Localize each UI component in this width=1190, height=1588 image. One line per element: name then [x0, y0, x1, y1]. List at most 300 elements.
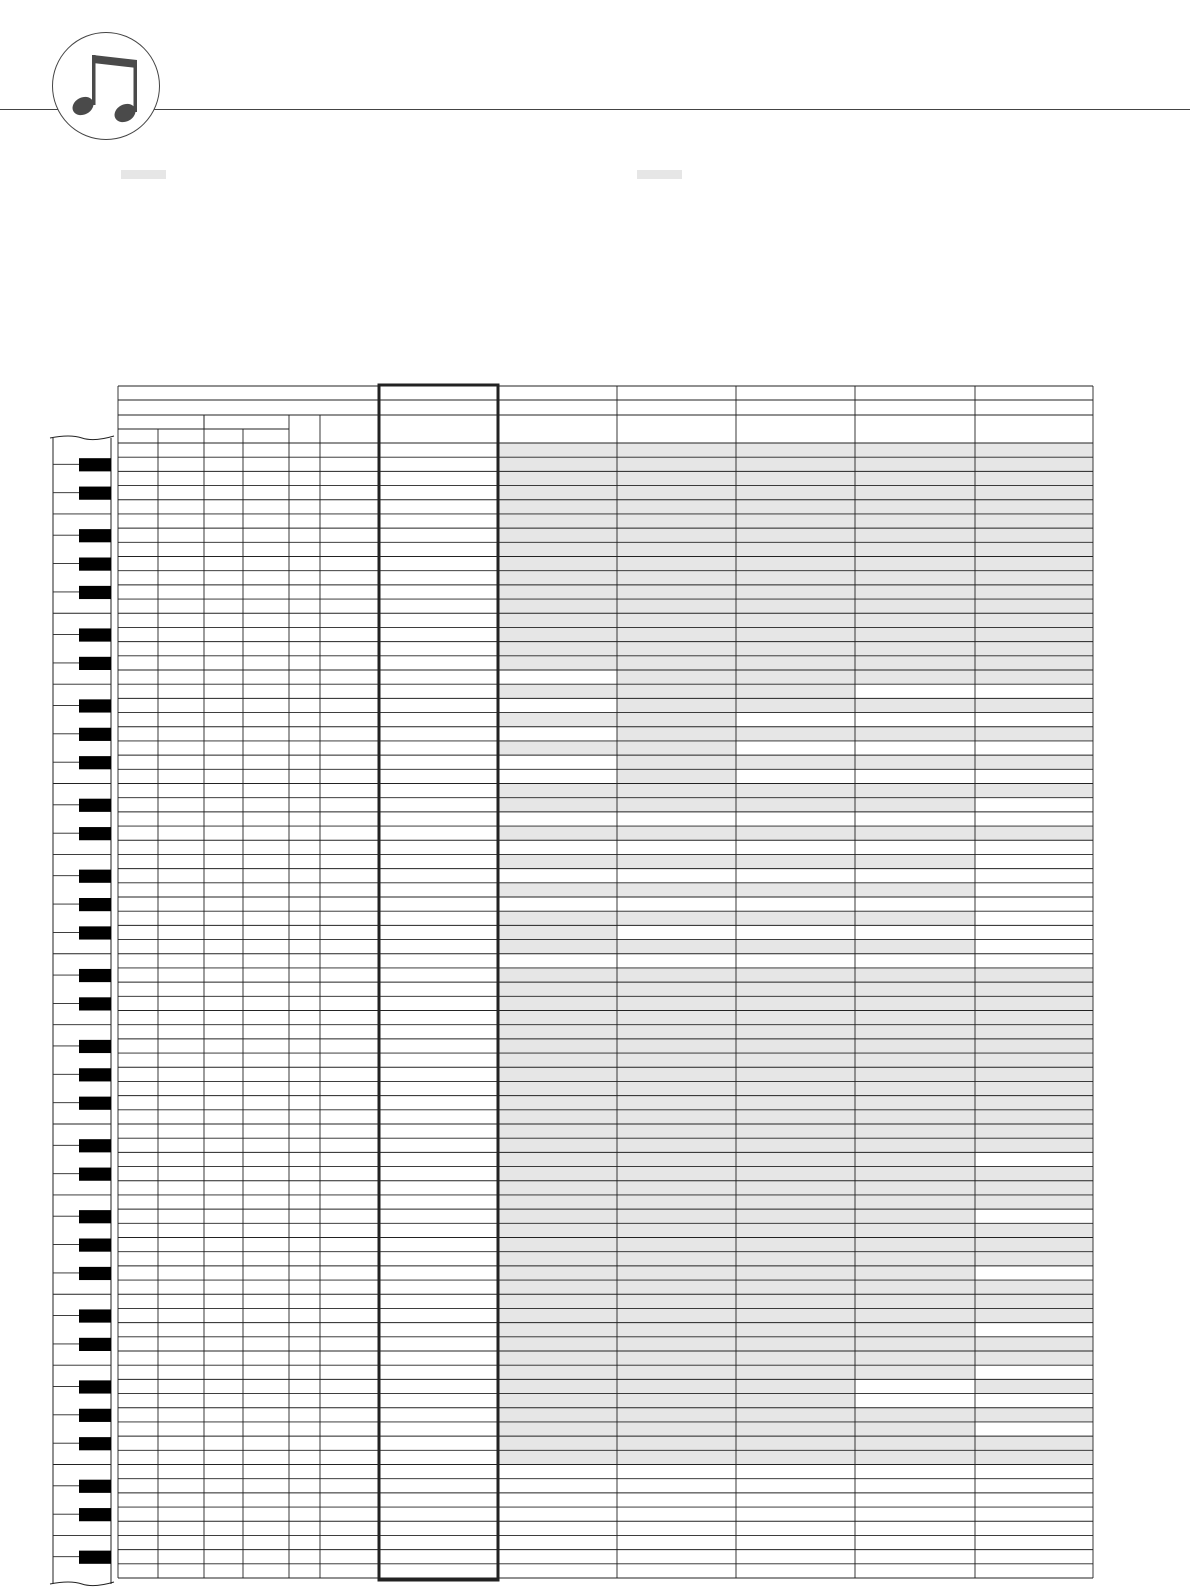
shaded-cell: [975, 1110, 1093, 1124]
shaded-cell: [975, 670, 1093, 684]
shaded-cell: [617, 1053, 736, 1067]
shaded-cell: [975, 755, 1093, 769]
shaded-cell: [975, 443, 1093, 457]
shaded-cell: [855, 1337, 975, 1351]
shaded-cell: [617, 1294, 736, 1308]
shaded-cell: [855, 571, 975, 585]
shaded-cell: [975, 1252, 1093, 1266]
shaded-cell: [617, 1138, 736, 1152]
shaded-cell: [498, 1266, 617, 1280]
shaded-cell: [498, 1081, 617, 1095]
shaded-cell: [855, 1223, 975, 1237]
shaded-cell: [736, 1238, 855, 1252]
shaded-cell: [736, 1294, 855, 1308]
shaded-cell: [975, 698, 1093, 712]
shaded-cell: [498, 1124, 617, 1138]
shaded-cell: [617, 1450, 736, 1464]
shaded-cell: [736, 542, 855, 556]
shaded-cell: [855, 500, 975, 514]
shaded-cell: [855, 1351, 975, 1365]
shaded-cell: [855, 1280, 975, 1294]
shaded-cell: [855, 1436, 975, 1450]
shaded-cell: [498, 486, 617, 500]
shaded-cell: [736, 1053, 855, 1067]
shaded-cell: [975, 514, 1093, 528]
shaded-cell: [498, 1025, 617, 1039]
shaded-cell: [498, 1365, 617, 1379]
shaded-cell: [617, 642, 736, 656]
shaded-cell: [617, 500, 736, 514]
shaded-cell: [855, 1294, 975, 1308]
shaded-cell: [855, 1039, 975, 1053]
shaded-cell: [498, 826, 617, 840]
shaded-cell: [498, 925, 617, 939]
shaded-cell: [975, 1280, 1093, 1294]
shaded-cell: [855, 613, 975, 627]
shaded-cell: [498, 1167, 617, 1181]
shaded-cell: [736, 1266, 855, 1280]
shaded-cell: [498, 1337, 617, 1351]
shaded-cell: [498, 1408, 617, 1422]
shaded-cell: [617, 1252, 736, 1266]
shaded-cell: [855, 996, 975, 1010]
shaded-cell: [498, 1209, 617, 1223]
shaded-cell: [975, 1436, 1093, 1450]
shaded-cell: [617, 1337, 736, 1351]
shaded-cell: [498, 1450, 617, 1464]
shaded-cell: [617, 854, 736, 868]
shaded-cell: [975, 1308, 1093, 1322]
shaded-cell: [498, 656, 617, 670]
shaded-cell: [498, 784, 617, 798]
shaded-cell: [736, 1110, 855, 1124]
shaded-cell: [736, 1308, 855, 1322]
shaded-cell: [736, 1436, 855, 1450]
shaded-cell: [975, 1181, 1093, 1195]
shaded-cell: [736, 514, 855, 528]
shaded-cell: [617, 1223, 736, 1237]
shaded-cell: [855, 1181, 975, 1195]
shaded-cell: [736, 798, 855, 812]
shaded-cell: [855, 1266, 975, 1280]
shaded-cell: [617, 798, 736, 812]
shaded-cell: [617, 486, 736, 500]
shaded-cell: [498, 599, 617, 613]
shaded-cell: [736, 1039, 855, 1053]
shaded-cell: [498, 528, 617, 542]
shaded-cell: [975, 585, 1093, 599]
shaded-cell: [975, 1223, 1093, 1237]
shaded-cell: [498, 542, 617, 556]
shaded-cell: [736, 486, 855, 500]
shaded-cell: [736, 727, 855, 741]
shaded-cell: [498, 571, 617, 585]
shaded-cell: [736, 1124, 855, 1138]
shaded-cell: [736, 1011, 855, 1025]
shaded-cell: [617, 585, 736, 599]
shaded-cell: [736, 500, 855, 514]
shaded-cell: [855, 1308, 975, 1322]
shaded-cell: [975, 471, 1093, 485]
shaded-cell: [498, 1379, 617, 1393]
shaded-cell: [855, 1025, 975, 1039]
shaded-cell: [498, 585, 617, 599]
shaded-cell: [736, 599, 855, 613]
shaded-cell: [736, 1337, 855, 1351]
shaded-cell: [855, 585, 975, 599]
shaded-cell: [736, 471, 855, 485]
shaded-cell: [498, 1152, 617, 1166]
shaded-cell: [736, 457, 855, 471]
shaded-cell: [617, 1266, 736, 1280]
shaded-cell: [498, 1394, 617, 1408]
shaded-cell: [617, 1238, 736, 1252]
shaded-cell: [736, 557, 855, 571]
shaded-cell: [855, 1209, 975, 1223]
shaded-cell: [855, 1110, 975, 1124]
shaded-cell: [975, 1238, 1093, 1252]
shaded-cell: [498, 1308, 617, 1322]
shaded-cell: [617, 883, 736, 897]
shaded-cell: [498, 1195, 617, 1209]
shaded-cell: [975, 1351, 1093, 1365]
shaded-cell: [617, 996, 736, 1010]
shaded-cell: [617, 557, 736, 571]
shaded-cell: [617, 968, 736, 982]
shaded-cell: [617, 1025, 736, 1039]
shaded-cell: [498, 1039, 617, 1053]
shaded-cell: [736, 1081, 855, 1095]
shaded-cell: [736, 1152, 855, 1166]
shaded-cell: [617, 784, 736, 798]
shaded-cell: [617, 727, 736, 741]
shaded-cell: [855, 1422, 975, 1436]
shaded-cell: [498, 1294, 617, 1308]
shaded-cell: [498, 471, 617, 485]
shaded-cell: [617, 670, 736, 684]
shaded-cell: [498, 557, 617, 571]
shaded-cell: [617, 599, 736, 613]
shaded-cell: [975, 542, 1093, 556]
shaded-cell: [736, 627, 855, 641]
shaded-cell: [855, 1252, 975, 1266]
shaded-cell: [617, 1181, 736, 1195]
shaded-cell: [498, 443, 617, 457]
shaded-cell: [855, 1081, 975, 1095]
shaded-cell: [975, 1195, 1093, 1209]
shaded-cell: [855, 443, 975, 457]
shaded-cell: [498, 798, 617, 812]
shaded-cell: [855, 471, 975, 485]
shaded-cell: [498, 1351, 617, 1365]
shaded-cell: [975, 457, 1093, 471]
shaded-cell: [855, 656, 975, 670]
shaded-cell: [975, 1124, 1093, 1138]
shaded-cell: [975, 982, 1093, 996]
shaded-cell: [975, 500, 1093, 514]
shaded-cell: [498, 1422, 617, 1436]
shaded-cell: [855, 784, 975, 798]
shaded-cell: [736, 585, 855, 599]
shaded-cell: [736, 982, 855, 996]
shaded-cell: [736, 443, 855, 457]
shaded-cell: [855, 1167, 975, 1181]
shaded-cell: [736, 684, 855, 698]
shaded-cell: [617, 940, 736, 954]
shaded-cell: [498, 627, 617, 641]
shaded-cell: [617, 1195, 736, 1209]
shaded-cell: [855, 968, 975, 982]
shaded-cell: [975, 656, 1093, 670]
shaded-cell: [855, 798, 975, 812]
shaded-cell: [975, 627, 1093, 641]
shaded-cell: [617, 471, 736, 485]
shaded-cell: [855, 911, 975, 925]
shaded-cell: [498, 1280, 617, 1294]
shaded-cell: [617, 1067, 736, 1081]
shaded-cell: [855, 1138, 975, 1152]
shaded-cell: [736, 1025, 855, 1039]
shaded-cell: [498, 514, 617, 528]
shaded-cell: [736, 1167, 855, 1181]
shaded-cell: [855, 642, 975, 656]
shaded-cell: [617, 911, 736, 925]
shaded-cell: [498, 741, 617, 755]
shaded-cell: [617, 713, 736, 727]
shaded-cell: [617, 755, 736, 769]
shaded-cell: [855, 1152, 975, 1166]
shaded-cell: [498, 1096, 617, 1110]
shaded-cell: [617, 1124, 736, 1138]
shaded-cell: [736, 1450, 855, 1464]
shaded-cell: [736, 1209, 855, 1223]
shaded-cell: [736, 1280, 855, 1294]
shaded-cell: [498, 1223, 617, 1237]
shaded-cell: [617, 1152, 736, 1166]
shaded-cell: [855, 1408, 975, 1422]
shaded-cell: [498, 613, 617, 627]
shaded-cell: [975, 571, 1093, 585]
shaded-cell: [498, 642, 617, 656]
shaded-cell: [736, 1365, 855, 1379]
shaded-cell: [975, 1039, 1093, 1053]
shaded-cell: [975, 599, 1093, 613]
shaded-cell: [617, 1394, 736, 1408]
shaded-cell: [855, 1053, 975, 1067]
shaded-cell: [498, 940, 617, 954]
shaded-cell: [736, 968, 855, 982]
shaded-cell: [855, 528, 975, 542]
shaded-cell: [736, 1096, 855, 1110]
shaded-cell: [617, 982, 736, 996]
shaded-cell: [736, 642, 855, 656]
shaded-cell: [855, 1124, 975, 1138]
shaded-cell: [736, 1067, 855, 1081]
shaded-cell: [617, 1011, 736, 1025]
shaded-cell: [736, 670, 855, 684]
shaded-cell: [855, 1011, 975, 1025]
shaded-cell: [975, 1167, 1093, 1181]
shaded-cell: [498, 1110, 617, 1124]
shaded-cell: [975, 1025, 1093, 1039]
shaded-cell: [975, 486, 1093, 500]
shaded-cell: [617, 1436, 736, 1450]
shaded-cell: [855, 1450, 975, 1464]
shaded-cell: [617, 514, 736, 528]
shaded-cell: [498, 883, 617, 897]
shaded-cell: [736, 1138, 855, 1152]
shaded-cell: [975, 528, 1093, 542]
shaded-cell: [855, 755, 975, 769]
shaded-cell: [855, 514, 975, 528]
shaded-cell: [498, 982, 617, 996]
shaded-cell: [498, 684, 617, 698]
shaded-cell: [736, 1351, 855, 1365]
shaded-cell: [855, 557, 975, 571]
shaded-cell: [617, 1351, 736, 1365]
shaded-cell: [975, 1053, 1093, 1067]
shaded-cell: [855, 940, 975, 954]
shaded-cell: [617, 1379, 736, 1393]
shaded-cell: [975, 784, 1093, 798]
shaded-cell: [498, 1138, 617, 1152]
shaded-cell: [736, 826, 855, 840]
shaded-cell: [736, 528, 855, 542]
shaded-cell: [975, 557, 1093, 571]
shaded-cell: [617, 1280, 736, 1294]
shaded-cell: [736, 940, 855, 954]
shaded-cell: [975, 1011, 1093, 1025]
shaded-cell: [855, 1365, 975, 1379]
shaded-cell: [617, 1308, 736, 1322]
shaded-cell: [498, 1011, 617, 1025]
shaded-cell: [975, 1081, 1093, 1095]
shaded-cell: [617, 826, 736, 840]
shaded-cell: [617, 1039, 736, 1053]
shaded-cell: [975, 1138, 1093, 1152]
shaded-cell: [855, 1238, 975, 1252]
shaded-cell: [617, 613, 736, 627]
shaded-cell: [736, 1422, 855, 1436]
shaded-cell: [736, 1379, 855, 1393]
shaded-cell: [498, 457, 617, 471]
shaded-cell: [855, 670, 975, 684]
shaded-cell: [736, 1223, 855, 1237]
shaded-cell: [617, 1365, 736, 1379]
shaded-cell: [855, 854, 975, 868]
shaded-cell: [855, 457, 975, 471]
shaded-cell: [855, 1195, 975, 1209]
shaded-cell: [855, 627, 975, 641]
shaded-cell: [975, 1337, 1093, 1351]
shaded-cell: [617, 443, 736, 457]
shaded-cell: [736, 1408, 855, 1422]
shaded-cell: [736, 656, 855, 670]
shaded-cell: [617, 1096, 736, 1110]
shaded-cell: [975, 968, 1093, 982]
shaded-cell: [736, 755, 855, 769]
shaded-cell: [498, 1053, 617, 1067]
shaded-cell: [975, 642, 1093, 656]
shaded-cell: [855, 883, 975, 897]
shaded-cell: [617, 741, 736, 755]
shaded-cell: [736, 784, 855, 798]
shaded-cell: [736, 1252, 855, 1266]
shaded-cell: [736, 883, 855, 897]
shaded-cell: [736, 854, 855, 868]
shaded-cell: [855, 1323, 975, 1337]
shaded-cell: [498, 911, 617, 925]
shaded-cell: [617, 1081, 736, 1095]
shaded-cell: [498, 968, 617, 982]
shaded-cell: [736, 1181, 855, 1195]
shaded-cell: [498, 1067, 617, 1081]
shaded-cell: [617, 1167, 736, 1181]
shaded-cell: [855, 698, 975, 712]
shaded-cell: [617, 1323, 736, 1337]
shaded-cell: [617, 1422, 736, 1436]
shaded-cell: [855, 486, 975, 500]
shaded-cell: [498, 854, 617, 868]
shaded-cell: [975, 1067, 1093, 1081]
shaded-cell: [617, 698, 736, 712]
shaded-cell: [855, 727, 975, 741]
shaded-cell: [617, 684, 736, 698]
shaded-cell: [975, 996, 1093, 1010]
shaded-cell: [617, 769, 736, 783]
shaded-cell: [975, 1450, 1093, 1464]
shaded-cell: [736, 996, 855, 1010]
shaded-cell: [736, 911, 855, 925]
shaded-cell: [617, 1408, 736, 1422]
shaded-cell: [975, 1096, 1093, 1110]
shaded-cell: [736, 1394, 855, 1408]
shaded-cell: [498, 996, 617, 1010]
shaded-cell: [617, 656, 736, 670]
shaded-cell: [975, 727, 1093, 741]
shaded-cell: [975, 1408, 1093, 1422]
shaded-cell: [855, 1067, 975, 1081]
shaded-cell: [736, 571, 855, 585]
shaded-cell: [498, 1323, 617, 1337]
shaded-cell: [855, 542, 975, 556]
shaded-cell: [736, 613, 855, 627]
shaded-cell: [498, 1436, 617, 1450]
shaded-cell: [975, 826, 1093, 840]
shaded-cell: [617, 571, 736, 585]
shaded-cell: [617, 457, 736, 471]
shaded-cell: [975, 1379, 1093, 1393]
shaded-cell: [498, 1252, 617, 1266]
shaded-cell: [855, 982, 975, 996]
shaded-cell: [736, 1195, 855, 1209]
shaded-cell: [498, 500, 617, 514]
shaded-cell: [736, 698, 855, 712]
shaded-cell: [617, 542, 736, 556]
shaded-cell: [975, 1294, 1093, 1308]
shaded-cell: [855, 826, 975, 840]
shaded-cell: [736, 1323, 855, 1337]
shaded-cell: [617, 1209, 736, 1223]
shaded-cell: [975, 613, 1093, 627]
shaded-cell: [855, 599, 975, 613]
shaded-cell: [498, 1181, 617, 1195]
shaded-cell: [498, 713, 617, 727]
shaded-cell: [855, 1096, 975, 1110]
shaded-cell: [617, 1110, 736, 1124]
shaded-cell: [617, 627, 736, 641]
shaded-cell: [617, 528, 736, 542]
